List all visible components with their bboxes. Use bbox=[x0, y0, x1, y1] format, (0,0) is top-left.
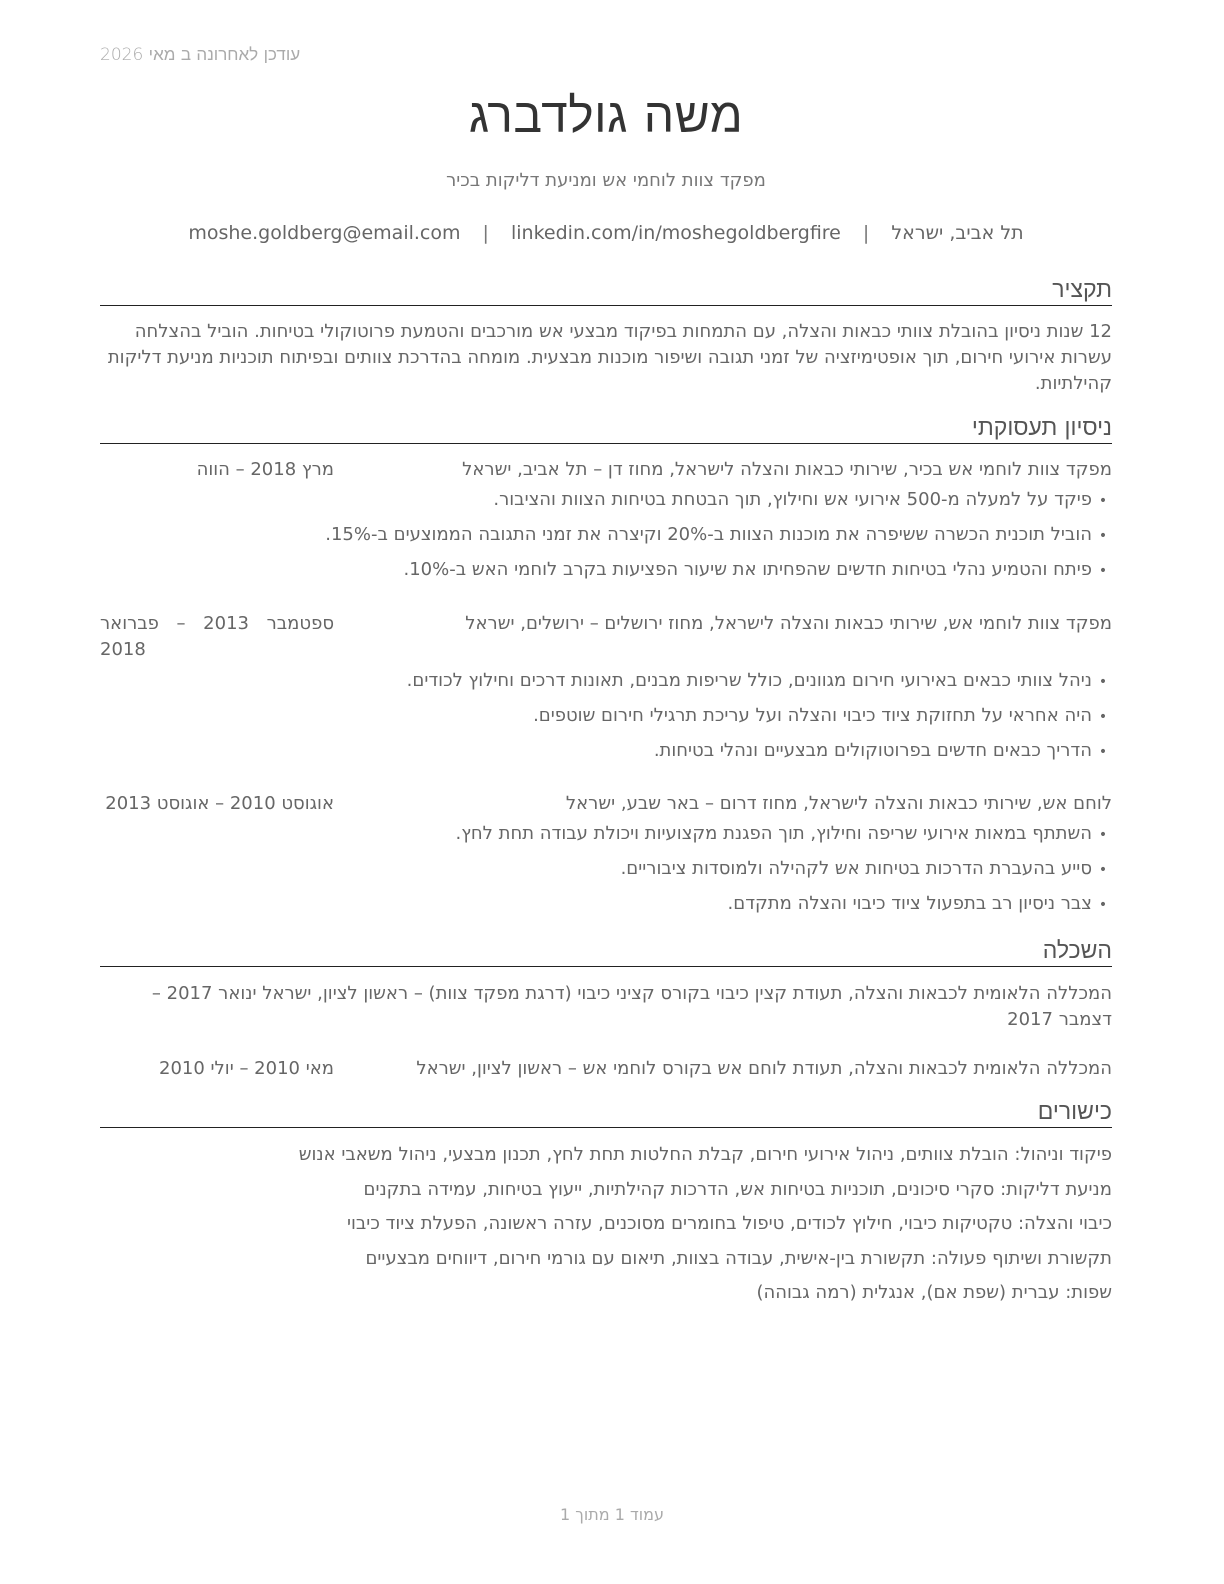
summary-heading: תקציר bbox=[100, 276, 1112, 306]
list-item: •היה אחראי על תחזוקת ציוד כיבוי והצלה ועל עריכת תרגילי חירום שוטפים. bbox=[100, 703, 1112, 738]
skill-line: כיבוי והצלה: טקטיקות כיבוי, חילוץ לכודים, טיפול בחומרים מסוכנים, עזרה ראשונה, הפעלת ציוד כיבוי bbox=[346, 1213, 1112, 1234]
skill-line: מניעת דליקות: סקרי סיכונים, תוכניות בטיחות אש, הדרכות קהילתיות, ייעוץ בטיחות, עמידה בתקנים bbox=[363, 1179, 1112, 1200]
bullet-icon: • bbox=[1098, 862, 1108, 878]
list-item: •השתתף במאות אירועי שריפה וחילוץ, תוך הפגנת מקצועיות ויכולת עבודה תחת לחץ. bbox=[100, 821, 1112, 856]
bullet-icon: • bbox=[1098, 709, 1108, 725]
bullet-icon: • bbox=[1098, 744, 1108, 760]
list-item: •פיתח והטמיע נהלי בטיחות חדשים שהפחיתו את שיעור הפציעות בקרב לוחמי האש ב-10%. bbox=[100, 557, 1112, 592]
contact-line bbox=[100, 222, 1112, 244]
bullet-icon: • bbox=[1098, 563, 1108, 579]
last-updated: עודכן לאחרונה ב מאי 2026 bbox=[100, 45, 301, 65]
education-text: המכללה הלאומית לכבאות והצלה, תעודת לוחם אש בקורס לוחמי אש – ראשון לציון, ישראל bbox=[416, 1058, 1112, 1079]
job-dates: ספטמבר 2013 – פברואר 2018 bbox=[100, 613, 334, 660]
bullet-icon: • bbox=[1098, 528, 1108, 544]
contact-location: תל אביב, ישראל bbox=[891, 222, 1024, 244]
job-dates: מרץ 2018 – הווה bbox=[196, 459, 334, 480]
skill-line: שפות: עברית (שפת אם), אנגלית (רמה גבוהה) bbox=[756, 1282, 1112, 1303]
summary-text: 12 שנות ניסיון בהובלת צוותי כבאות והצלה, עם התמחות בפיקוד מבצעי אש מורכבים והטמעת פרוטוקולי בטיחות. הוביל בהצלחה עשרות אירועי חירום, תוך אופטימיזציה של זמני תגובה ושיפור מוכנות מבצעית. מומחה בהדרכת צוותים ובפיתוח תוכניות מניעת דליקות קהילתיות. bbox=[107, 321, 1112, 394]
job-bullets bbox=[100, 668, 1112, 773]
job-bullets bbox=[100, 821, 1112, 926]
page-number: עמוד 1 מתוך 1 bbox=[560, 1505, 664, 1524]
list-item: •סייע בהעברת הדרכות בטיחות אש לקהילה ולמוסדות ציבוריים. bbox=[100, 856, 1112, 891]
person-name: משה גולדברג bbox=[468, 88, 744, 144]
bullet-icon: • bbox=[1098, 897, 1108, 913]
skills-heading: כישורים bbox=[100, 1098, 1112, 1128]
education-heading: השכלה bbox=[100, 937, 1112, 967]
bullet-icon: • bbox=[1098, 674, 1108, 690]
job-title: מפקד צוות לוחמי אש, שירותי כבאות והצלה לישראל, מחוז ירושלים – ירושלים, ישראל bbox=[465, 613, 1112, 634]
job-title: לוחם אש, שירותי כבאות והצלה לישראל, מחוז דרום – באר שבע, ישראל bbox=[565, 793, 1112, 814]
contact-linkedin[interactable]: linkedin.com/in/moshegoldbergfire bbox=[511, 222, 841, 244]
job-subtitle: מפקד צוות לוחמי אש ומניעת דליקות בכיר bbox=[446, 170, 766, 191]
list-item: •צבר ניסיון רב בתפעול ציוד כיבוי והצלה מתקדם. bbox=[100, 891, 1112, 926]
contact-email[interactable]: moshe.goldberg@email.com bbox=[188, 222, 461, 244]
education-text: המכללה הלאומית לכבאות והצלה, תעודת קצין כיבוי בקורס קציני כיבוי (דרגת מפקד צוות) – ראשון לציון, ישראל bbox=[262, 983, 1112, 1004]
contact-separator: | bbox=[482, 222, 489, 244]
list-item: •פיקד על למעלה מ-500 אירועי אש וחילוץ, תוך הבטחת בטיחות הצוות והציבור. bbox=[100, 487, 1112, 522]
list-item: •הוביל תוכנית הכשרה ששיפרה את מוכנות הצוות ב-20% וקיצרה את זמני התגובה הממוצעים ב-15%. bbox=[100, 522, 1112, 557]
list-item: •הדריך כבאים חדשים בפרוטוקולים מבצעיים ונהלי בטיחות. bbox=[100, 738, 1112, 773]
experience-heading: ניסיון תעסוקתי bbox=[100, 414, 1112, 444]
skill-line: פיקוד וניהול: הובלת צוותים, ניהול אירועי חירום, קבלת החלטות תחת לחץ, תכנון מבצעי, ניהול משאבי אנוש bbox=[298, 1144, 1112, 1165]
job-title: מפקד צוות לוחמי אש בכיר, שירותי כבאות והצלה לישראל, מחוז דן – תל אביב, ישראל bbox=[462, 459, 1112, 480]
job-dates: אוגוסט 2010 – אוגוסט 2013 bbox=[105, 793, 334, 814]
skill-line: תקשורת ושיתוף פעולה: תקשורת בין-אישית, עבודה בצוות, תיאום עם גורמי חירום, דיווחים מבצעיים bbox=[365, 1248, 1112, 1269]
list-item: •ניהל צוותי כבאים באירועי חירום מגוונים, כולל שריפות מבנים, תאונות דרכים וחילוץ לכודים. bbox=[100, 668, 1112, 703]
job-bullets bbox=[100, 487, 1112, 592]
education-item bbox=[100, 981, 1112, 1033]
education-dates: מאי 2010 – יולי 2010 bbox=[159, 1058, 334, 1079]
bullet-icon: • bbox=[1098, 827, 1108, 843]
education-dates: ינואר 2017 – דצמבר 2017 bbox=[151, 983, 1112, 1030]
contact-separator: | bbox=[862, 222, 870, 244]
bullet-icon: • bbox=[1098, 493, 1108, 509]
